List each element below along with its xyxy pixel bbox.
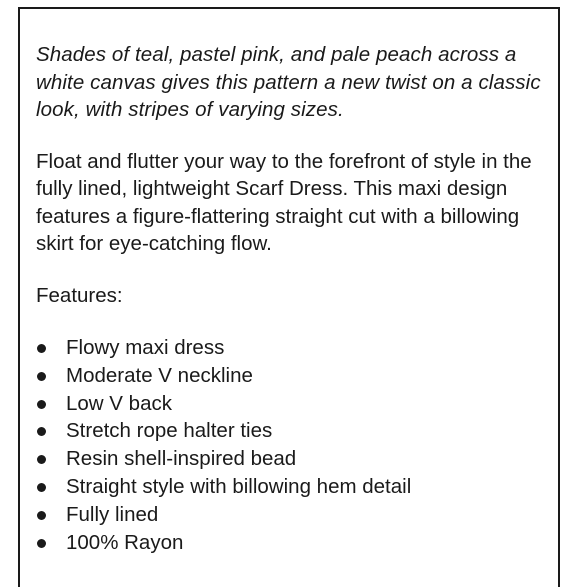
bullet-icon [37, 539, 46, 548]
feature-text: Stretch rope halter ties [66, 419, 273, 443]
features-list [36, 334, 548, 556]
bullet-icon [37, 483, 46, 492]
list-item [36, 362, 548, 390]
feature-text: Low V back [66, 391, 172, 415]
list-item [36, 501, 548, 529]
feature-text: Resin shell-inspired bead [66, 447, 297, 471]
bullet-icon [37, 455, 46, 464]
feature-text: Moderate V neckline [66, 363, 253, 387]
list-item [36, 417, 548, 445]
feature-text: 100% Rayon [66, 530, 184, 554]
list-item [36, 390, 548, 418]
bullet-icon [37, 511, 46, 520]
product-description-panel [18, 7, 560, 587]
list-item [36, 445, 548, 473]
feature-text: Fully lined [66, 502, 159, 526]
features-heading: Features: [36, 283, 123, 307]
feature-text: Straight style with billowing hem detail [66, 474, 412, 498]
description-body: Float and flutter your way to the forefront of style in the fully lined, lightweight Scarf Dress. This maxi design features a figure-flattering straight cut with a billowing skirt for eye-catching flow. [36, 149, 532, 255]
bullet-icon [37, 344, 46, 353]
bullet-icon [37, 372, 46, 381]
list-item [36, 473, 548, 501]
feature-text: Flowy maxi dress [66, 336, 225, 359]
description-content [36, 41, 548, 556]
description-intro: Shades of teal, pastel pink, and pale peach across a white canvas gives this pattern a new twist on a classic look, with stripes of varying sizes. [36, 43, 541, 121]
list-item [36, 334, 548, 362]
list-item [36, 529, 548, 557]
bullet-icon [37, 427, 46, 436]
bullet-icon [37, 400, 46, 409]
